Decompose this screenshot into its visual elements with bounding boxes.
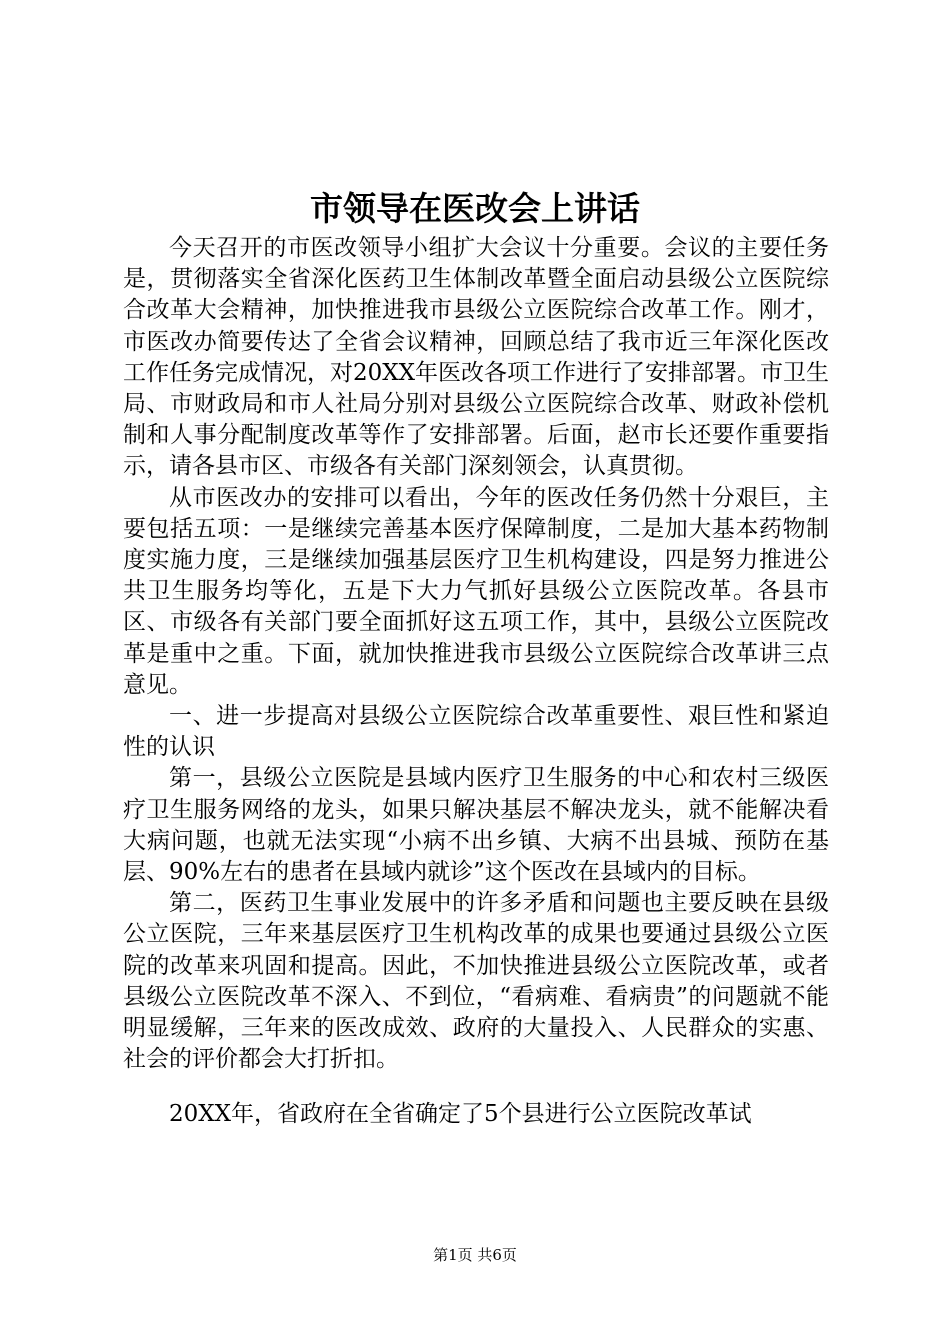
paragraph-5: 20XX年，省政府在全省确定了5个县进行公立医院改革试 [169, 1101, 752, 1128]
paragraph-1: 今天召开的市医改领导小组扩大会议十分重要。会议的主要任务是，贯彻落实全省深化医药卫生体制改革暨全面启动县级公立医院综合改革大会精神，加快推进我市县级公立医院综合改革工作。刚才，市医改办简要传达了全省会议精神，回顾总结了我市近三年深化医改工作任务完成情况，对20XX年医改各项工作进行了安排部署。市卫生局、市财政局和市人社局分别对县级公立医院综合改革、财政补偿机制和人事分配制度改革等作了安排部署。后面，赵市长还要作重要指示，请各县市区、市级各有关部门深刻领会，认真贯彻。 [123, 235, 830, 480]
document-body [123, 233, 829, 1131]
paragraph-2: 从市医改办的安排可以看出，今年的医改任务仍然十分艰巨，主要包括五项：一是继续完善基本医疗保障制度，二是加大基本药物制度实施力度，三是继续加强基层医疗卫生机构建设，四是努力推进公共卫生服务均等化，五是下大力气抓好县级公立医院改革。各县市区、市级各有关部门要全面抓好这五项工作，其中，县级公立医院改革是重中之重。下面，就加快推进我市县级公立医院综合改革讲三点意见。 [123, 484, 829, 698]
paragraph-4: 第二，医药卫生事业发展中的许多矛盾和问题也主要反映在县级公立医院，三年来基层医疗卫生机构改革的成果也要通过县级公立医院的改革来巩固和提高。因此，不加快推进县级公立医院改革，或者县级公立医院改革不深入、不到位，“看病难、看病贵”的问题就不能明显缓解，三年来的医改成效、政府的大量投入、人民群众的实惠、社会的评价都会大打折扣。 [123, 890, 829, 1073]
section-heading-1: 一、进一步提高对县级公立医院综合改革重要性、艰巨性和紧迫性的认识 [123, 703, 829, 761]
page-footer: 第1页 共6页 [433, 1246, 517, 1264]
paragraph-3: 第一，县级公立医院是县域内医疗卫生服务的中心和农村三级医疗卫生服务网络的龙头，如果只解决基层不解决龙头，就不能解决看大病问题，也就无法实现“小病不出乡镇、大病不出县城、预防在基层、90%左右的患者在县域内就诊”这个医改在县域内的目标。 [123, 765, 829, 886]
document-title: 市领导在医改会上讲话 [310, 189, 640, 228]
